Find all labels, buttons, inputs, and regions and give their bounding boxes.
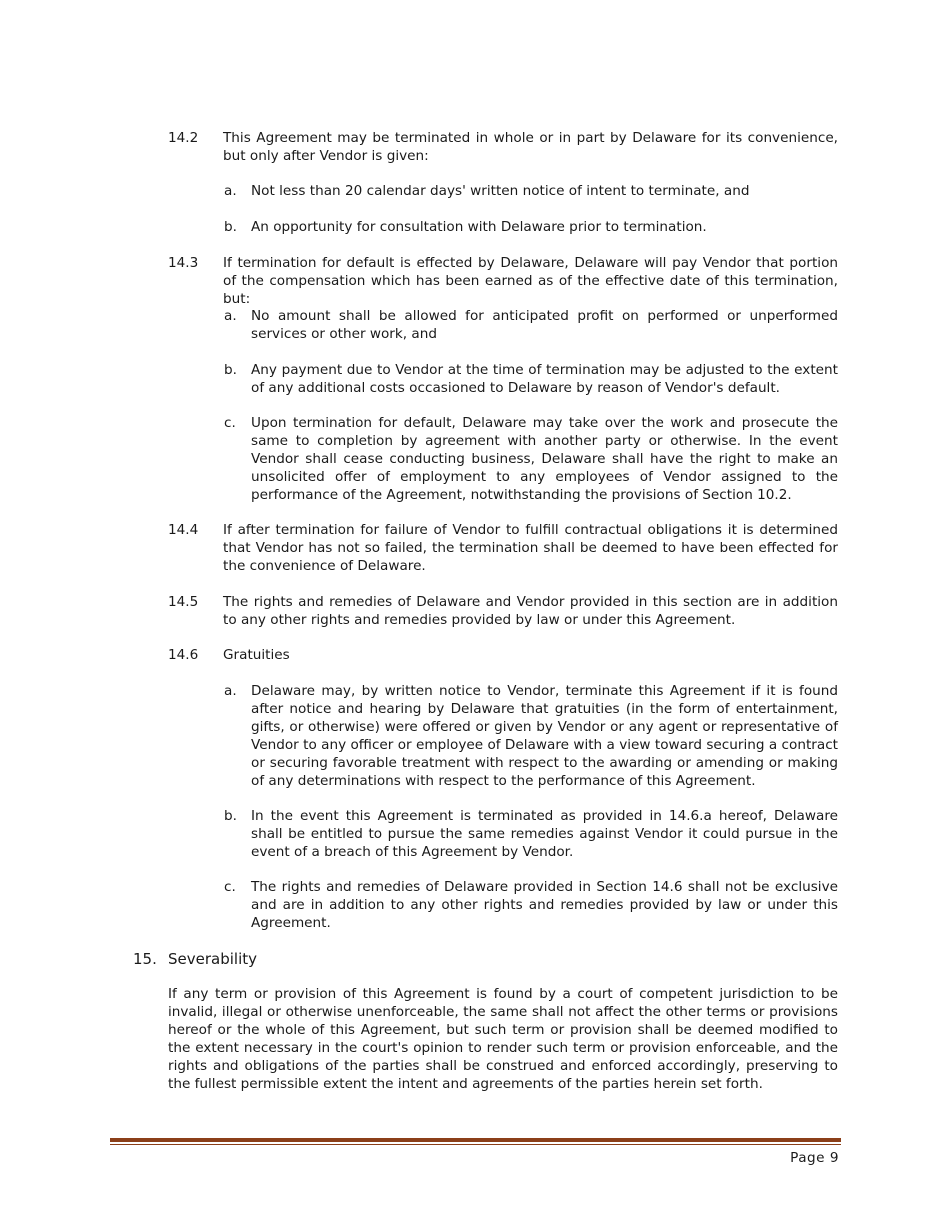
severability-text: If any term or provision of this Agreement is found by a court of competent jurisdiction to be invalid, illegal or otherwise unenforceable, the same shall not affect the other terms or provisions hereof or the whole of this Agreement, but such term or provision shall be deemed modified to the extent necessary in the court's opinion to render such term or provision enforceable, and the rights and obligations of the parties shall be construed and enforced accordingly, preserving to the fullest permissible extent the intent and agreements of the parties herein set forth. (168, 986, 838, 1092)
item-marker: b. (224, 362, 237, 378)
clause-14-3-item-b: Any payment due to Vendor at the time of termination may be adjusted to the extent of any additional costs occasioned to Delaware by reason of Vendor's default. (251, 362, 838, 396)
clause-14-3-item-c: Upon termination for default, Delaware may take over the work and prosecute the same to completion by agreement with another party or otherwise. In the event Vendor shall cease conducting business, Delaware shall have the right to make an unsolicited offer of employment to any employees of Vendor assigned to the performance of the Agreement, notwithstanding the provisions of Section 10.2. (251, 415, 838, 503)
section-title-severability: Severability (168, 950, 257, 968)
clause-14-5-text: The rights and remedies of Delaware and Vendor provided in this section are in addition to any other rights and remedies provided by law or under this Agreement. (223, 594, 838, 628)
item-marker: b. (224, 808, 237, 824)
clause-14-6-item-a: Delaware may, by written notice to Vendor, terminate this Agreement if it is found after notice and hearing by Delaware that gratuities (in the form of entertainment, gifts, or otherwise) were offered or given by Vendor or any agent or representative of Vendor to any officer or employee of Delaware with a view toward securing a contract or securing favorable treatment with respect to the awarding or amending or making of any determinations with respect to the performance of this Agreement. (251, 683, 838, 789)
clause-14-3-item-a: No amount shall be allowed for anticipated profit on performed or unperformed services or other work, and (251, 308, 838, 342)
page-number: Page 9 (790, 1150, 839, 1166)
clause-14-2-text: This Agreement may be terminated in whole or in part by Delaware for its convenience, but only after Vendor is given: (223, 130, 838, 164)
item-marker: a. (224, 183, 237, 199)
clause-14-6-item-c: The rights and remedies of Delaware provided in Section 14.6 shall not be exclusive and are in addition to any other rights and remedies provided by law or under this Agreement. (251, 879, 838, 931)
clause-number-14-6: 14.6 (168, 647, 199, 663)
clause-14-4-text: If after termination for failure of Vendor to fulfill contractual obligations it is determined that Vendor has not so failed, the termination shall be deemed to have been effected for the convenience of Delaware. (223, 522, 838, 574)
item-marker: b. (224, 219, 237, 235)
item-marker: c. (224, 415, 236, 431)
clause-14-6-title: Gratuities (223, 647, 290, 663)
section-number-15: 15. (133, 950, 157, 968)
clause-14-6-item-b: In the event this Agreement is terminated as provided in 14.6.a hereof, Delaware shall be entitled to pursue the same remedies against Vendor it could pursue in the event of a breach of this Agreement by Vendor. (251, 808, 838, 860)
item-marker: a. (224, 308, 237, 324)
item-marker: c. (224, 879, 236, 895)
clause-number-14-4: 14.4 (168, 522, 199, 538)
clause-number-14-3: 14.3 (168, 255, 199, 271)
clause-number-14-2: 14.2 (168, 130, 199, 146)
clause-14-3-text: If termination for default is effected by Delaware, Delaware will pay Vendor that portion of the compensation which has been earned as of the effective date of this termination, but: (223, 255, 838, 307)
footer-rule-thin (110, 1144, 841, 1145)
footer-rule-thick (110, 1138, 841, 1142)
clause-14-2-item-b: An opportunity for consultation with Delaware prior to termination. (251, 219, 707, 235)
clause-14-2-item-a: Not less than 20 calendar days' written notice of intent to terminate, and (251, 183, 750, 199)
item-marker: a. (224, 683, 237, 699)
clause-number-14-5: 14.5 (168, 594, 199, 610)
